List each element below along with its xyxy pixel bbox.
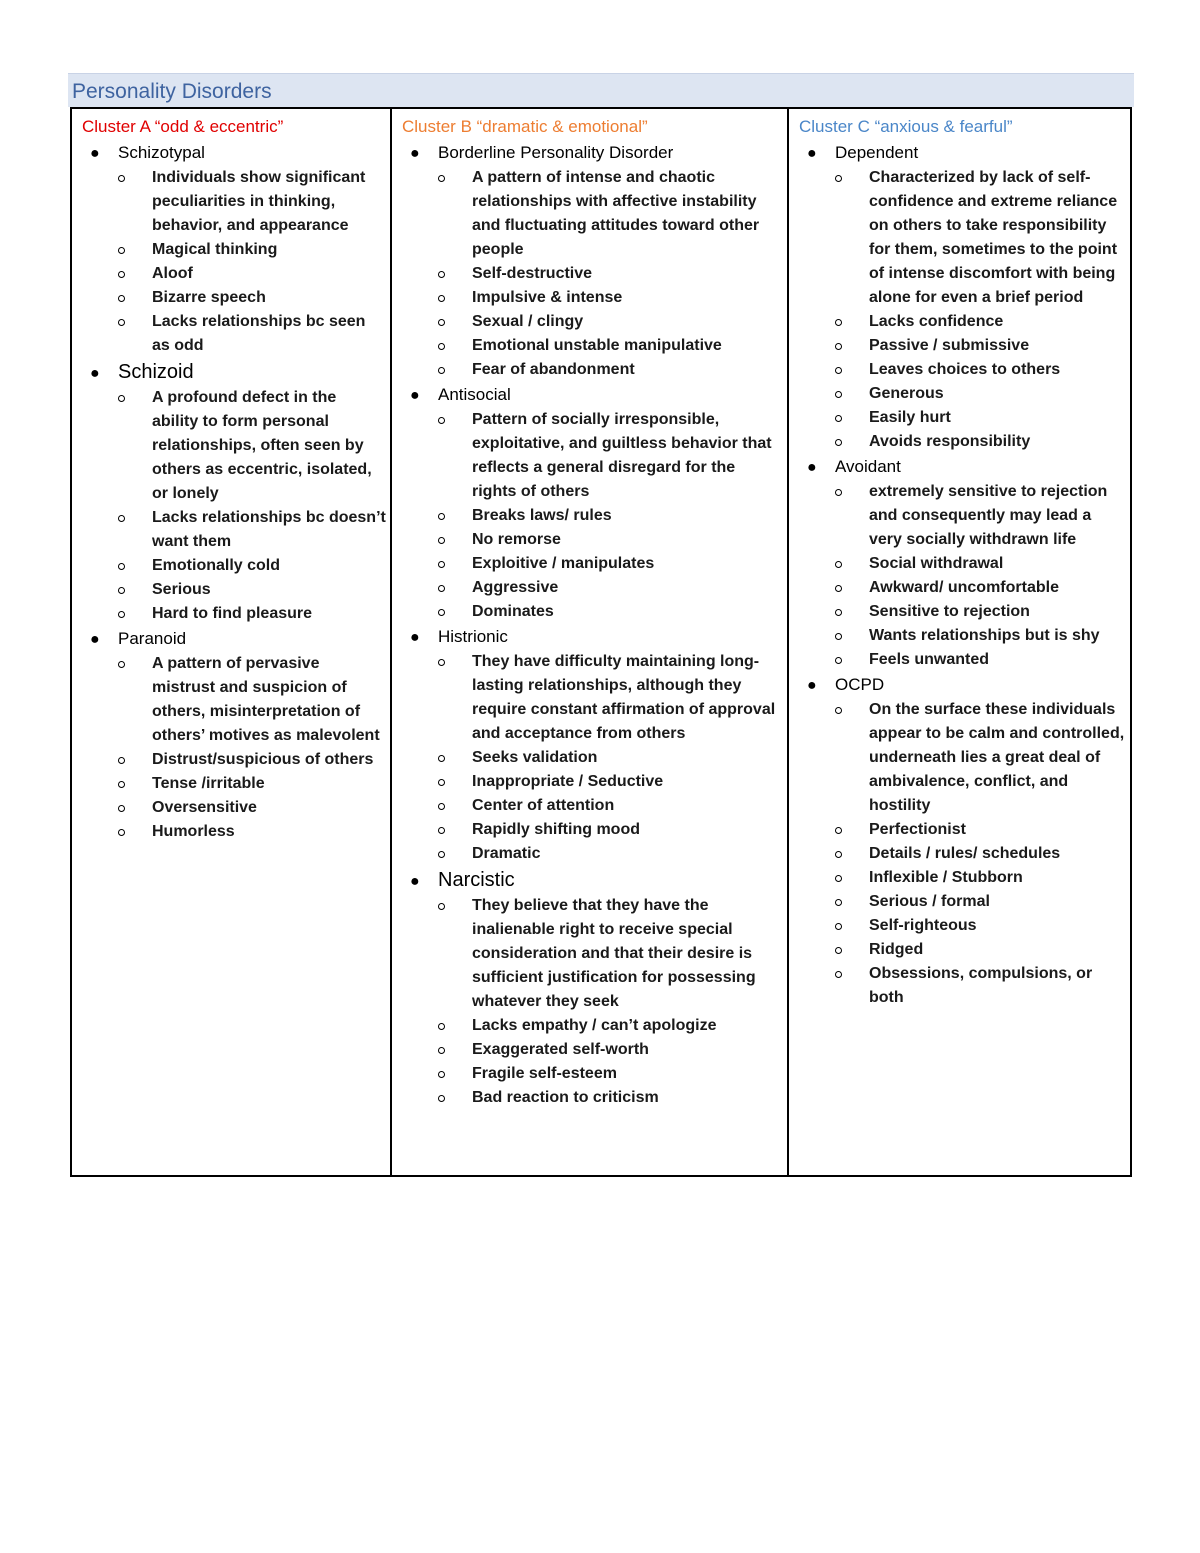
disorder-name: Schizotypal (118, 143, 205, 162)
feature-text: Dominates (472, 603, 554, 620)
bullet-icon: ● (410, 629, 420, 646)
feature-text: Ridged (869, 941, 924, 958)
circle-bullet-icon (835, 489, 842, 496)
circle-bullet-icon (835, 657, 842, 664)
circle-bullet-icon (438, 513, 445, 520)
feature-text: Perfectionist (869, 821, 966, 838)
disorder-item (799, 140, 1126, 454)
feature-item (472, 1014, 783, 1038)
circle-bullet-icon (438, 851, 445, 858)
feature-text: No remorse (472, 531, 561, 548)
feature-item (869, 938, 1126, 962)
bullet-icon: ● (90, 145, 100, 162)
circle-bullet-icon (835, 633, 842, 640)
feature-item (152, 166, 386, 238)
bullet-icon: ● (807, 459, 817, 476)
circle-bullet-icon (118, 319, 125, 326)
disorder-item (799, 672, 1126, 1010)
feature-text: Lacks empathy / can’t apologize (472, 1017, 717, 1034)
feature-text: Exaggerated self-worth (472, 1041, 649, 1058)
circle-bullet-icon (118, 271, 125, 278)
circle-bullet-icon (835, 561, 842, 568)
feature-item (152, 262, 386, 286)
circle-bullet-icon (835, 899, 842, 906)
feature-text: Serious / formal (869, 893, 990, 910)
feature-item (472, 408, 783, 504)
page-title: Personality Disorders (68, 73, 1134, 107)
clusters-table (70, 107, 1132, 1177)
disorder-item (402, 624, 783, 866)
feature-text: Feels unwanted (869, 651, 990, 668)
disorder-list (402, 140, 783, 1110)
feature-text: Emotional unstable manipulative (472, 337, 722, 354)
feature-item (869, 406, 1126, 430)
disorder-name: Antisocial (438, 385, 511, 404)
feature-text: extremely sensitive to rejection and consequently may lead a very socially withdrawn life (869, 483, 1108, 548)
feature-item (472, 842, 783, 866)
feature-list (402, 650, 783, 866)
circle-bullet-icon (118, 829, 125, 836)
circle-bullet-icon (118, 295, 125, 302)
disorder-item (82, 140, 386, 358)
feature-text: They have difficulty maintaining long-lasting relationships, although they require constant affirmation of approval and acceptance from others (472, 653, 776, 742)
feature-item (472, 286, 783, 310)
disorder-list (82, 140, 386, 844)
circle-bullet-icon (835, 319, 842, 326)
circle-bullet-icon (118, 175, 125, 182)
circle-bullet-icon (118, 805, 125, 812)
feature-item (152, 652, 386, 748)
feature-item (472, 746, 783, 770)
circle-bullet-icon (438, 271, 445, 278)
circle-bullet-icon (438, 609, 445, 616)
disorder-name: Narcistic (438, 869, 515, 891)
circle-bullet-icon (835, 827, 842, 834)
circle-bullet-icon (118, 661, 125, 668)
bullet-icon: ● (410, 387, 420, 404)
feature-list (82, 166, 386, 358)
circle-bullet-icon (438, 175, 445, 182)
circle-bullet-icon (835, 367, 842, 374)
feature-item (869, 358, 1126, 382)
feature-item (152, 602, 386, 626)
feature-item (472, 334, 783, 358)
feature-text: Serious (152, 581, 211, 598)
feature-item (472, 528, 783, 552)
feature-item (472, 552, 783, 576)
feature-item (152, 748, 386, 772)
feature-item (472, 600, 783, 624)
circle-bullet-icon (438, 659, 445, 666)
circle-bullet-icon (118, 757, 125, 764)
feature-item (869, 334, 1126, 358)
circle-bullet-icon (835, 609, 842, 616)
circle-bullet-icon (438, 1023, 445, 1030)
feature-text: Fragile self-esteem (472, 1065, 617, 1082)
feature-text: Tense /irritable (152, 775, 265, 792)
feature-item (869, 914, 1126, 938)
feature-text: A profound defect in the ability to form personal relationships, often seen by others as eccentric, isolated, or lonely (152, 389, 372, 502)
bullet-icon: ● (807, 145, 817, 162)
feature-item (152, 286, 386, 310)
feature-list (82, 652, 386, 844)
disorder-list (799, 140, 1126, 1010)
feature-list (402, 894, 783, 1110)
feature-text: Social withdrawal (869, 555, 1004, 572)
circle-bullet-icon (835, 439, 842, 446)
bullet-icon: ● (410, 873, 420, 890)
circle-bullet-icon (118, 395, 125, 402)
feature-item (869, 382, 1126, 406)
feature-text: Obsessions, compulsions, or both (869, 965, 1093, 1006)
feature-list (799, 698, 1126, 1010)
feature-text: Awkward/ uncomfortable (869, 579, 1059, 596)
circle-bullet-icon (118, 587, 125, 594)
circle-bullet-icon (118, 563, 125, 570)
feature-text: Self-destructive (472, 265, 593, 282)
feature-item (472, 576, 783, 600)
disorder-name: OCPD (835, 675, 885, 694)
feature-list (82, 386, 386, 626)
disorder-name: Histrionic (438, 627, 508, 646)
cluster-a-column (72, 109, 390, 1175)
feature-item (869, 842, 1126, 866)
feature-text: Leaves choices to others (869, 361, 1061, 378)
feature-text: On the surface these individuals appear to be calm and controlled, underneath lies a great deal of ambivalence, conflict, and hostility (869, 701, 1125, 814)
feature-text: Aggressive (472, 579, 559, 596)
circle-bullet-icon (835, 391, 842, 398)
circle-bullet-icon (438, 367, 445, 374)
disorder-name: Schizoid (118, 361, 194, 383)
feature-text: Bizarre speech (152, 289, 266, 306)
circle-bullet-icon (438, 343, 445, 350)
disorder-name: Paranoid (118, 629, 187, 648)
feature-item (869, 648, 1126, 672)
feature-text: Humorless (152, 823, 235, 840)
feature-text: Passive / submissive (869, 337, 1030, 354)
circle-bullet-icon (438, 417, 445, 424)
feature-item (869, 890, 1126, 914)
feature-list (402, 166, 783, 382)
feature-text: Pattern of socially irresponsible, exploitative, and guiltless behavior that reflects a general disregard for the rights of others (472, 411, 772, 500)
feature-item (869, 624, 1126, 648)
circle-bullet-icon (835, 707, 842, 714)
feature-item (472, 894, 783, 1014)
feature-item (152, 772, 386, 796)
feature-item (152, 386, 386, 506)
feature-item (869, 962, 1126, 1010)
feature-item (152, 554, 386, 578)
feature-item (472, 770, 783, 794)
circle-bullet-icon (438, 827, 445, 834)
feature-text: Inappropriate / Seductive (472, 773, 664, 790)
circle-bullet-icon (835, 851, 842, 858)
circle-bullet-icon (835, 971, 842, 978)
circle-bullet-icon (438, 1095, 445, 1102)
cluster-c-column (787, 109, 1130, 1175)
feature-item (472, 794, 783, 818)
feature-item (869, 818, 1126, 842)
circle-bullet-icon (438, 803, 445, 810)
circle-bullet-icon (438, 779, 445, 786)
circle-bullet-icon (835, 175, 842, 182)
feature-text: Lacks confidence (869, 313, 1004, 330)
feature-text: Exploitive / manipulates (472, 555, 655, 572)
disorder-item (82, 358, 386, 626)
disorder-item (402, 866, 783, 1110)
feature-text: Breaks laws/ rules (472, 507, 612, 524)
feature-item (472, 166, 783, 262)
circle-bullet-icon (438, 561, 445, 568)
feature-text: Sexual / clingy (472, 313, 584, 330)
feature-item (472, 1038, 783, 1062)
feature-text: Self-righteous (869, 917, 977, 934)
circle-bullet-icon (438, 295, 445, 302)
feature-item (472, 504, 783, 528)
bullet-icon: ● (90, 365, 100, 382)
feature-item (152, 796, 386, 820)
feature-item (472, 1062, 783, 1086)
bullet-icon: ● (90, 631, 100, 648)
feature-text: Center of attention (472, 797, 615, 814)
feature-list (402, 408, 783, 624)
feature-text: Lacks relationships bc seen as odd (152, 313, 366, 354)
feature-text: A pattern of intense and chaotic relationships with affective instability and fluctuating attitudes toward other people (472, 169, 760, 258)
feature-text: Bad reaction to criticism (472, 1089, 659, 1106)
feature-text: Fear of abandonment (472, 361, 635, 378)
feature-text: Sensitive to rejection (869, 603, 1030, 620)
circle-bullet-icon (835, 415, 842, 422)
circle-bullet-icon (438, 1047, 445, 1054)
disorder-item (799, 454, 1126, 672)
feature-text: Generous (869, 385, 944, 402)
circle-bullet-icon (438, 537, 445, 544)
feature-item (869, 480, 1126, 552)
feature-item (472, 358, 783, 382)
feature-text: Characterized by lack of self-confidence and extreme reliance on others to take responsibility for them, sometimes to the point of intense discomfort with being alone for even a brief period (869, 169, 1118, 306)
feature-item (869, 576, 1126, 600)
feature-item (869, 552, 1126, 576)
circle-bullet-icon (118, 611, 125, 618)
feature-item (472, 818, 783, 842)
cluster-heading: Cluster A “odd & eccentric” (82, 117, 284, 136)
disorder-item (402, 382, 783, 624)
feature-text: Oversensitive (152, 799, 257, 816)
bullet-icon: ● (807, 677, 817, 694)
circle-bullet-icon (438, 903, 445, 910)
disorder-name: Borderline Personality Disorder (438, 143, 674, 162)
feature-item (152, 310, 386, 358)
cluster-heading: Cluster B “dramatic & emotional” (402, 117, 648, 136)
disorder-item (402, 140, 783, 382)
feature-text: Dramatic (472, 845, 541, 862)
feature-text: Lacks relationships bc doesn’t want them (152, 509, 386, 550)
feature-text: Distrust/suspicious of others (152, 751, 374, 768)
feature-item (869, 698, 1126, 818)
circle-bullet-icon (835, 875, 842, 882)
circle-bullet-icon (835, 923, 842, 930)
feature-text: Emotionally cold (152, 557, 281, 574)
feature-item (472, 310, 783, 334)
disorder-item (82, 626, 386, 844)
feature-text: Magical thinking (152, 241, 278, 258)
feature-item (152, 238, 386, 262)
feature-item (869, 166, 1126, 310)
cluster-b-column (390, 109, 787, 1175)
feature-text: Hard to find pleasure (152, 605, 313, 622)
disorder-name: Dependent (835, 143, 919, 162)
feature-item (472, 1086, 783, 1110)
feature-item (472, 650, 783, 746)
feature-text: Avoids responsibility (869, 433, 1031, 450)
feature-item (869, 310, 1126, 334)
circle-bullet-icon (118, 247, 125, 254)
feature-item (869, 866, 1126, 890)
feature-text: Impulsive & intense (472, 289, 623, 306)
cluster-heading: Cluster C “anxious & fearful” (799, 117, 1013, 136)
feature-text: Details / rules/ schedules (869, 845, 1061, 862)
circle-bullet-icon (438, 1071, 445, 1078)
feature-text: Seeks validation (472, 749, 598, 766)
circle-bullet-icon (438, 319, 445, 326)
feature-item (869, 430, 1126, 454)
feature-text: Easily hurt (869, 409, 951, 426)
circle-bullet-icon (835, 947, 842, 954)
feature-text: Inflexible / Stubborn (869, 869, 1023, 886)
circle-bullet-icon (118, 781, 125, 788)
feature-item (869, 600, 1126, 624)
feature-item (152, 820, 386, 844)
disorder-name: Avoidant (835, 457, 901, 476)
circle-bullet-icon (835, 343, 842, 350)
feature-text: Individuals show significant peculiarities in thinking, behavior, and appearance (152, 169, 366, 234)
feature-item (472, 262, 783, 286)
feature-text: Rapidly shifting mood (472, 821, 640, 838)
feature-item (152, 506, 386, 554)
circle-bullet-icon (438, 755, 445, 762)
feature-list (799, 480, 1126, 672)
feature-text: They believe that they have the inalienable right to receive special consideration and that their desire is sufficient justification for possessing whatever they seek (472, 897, 756, 1010)
bullet-icon: ● (410, 145, 420, 162)
feature-text: A pattern of pervasive mistrust and suspicion of others, misinterpretation of others’ motives as malevolent (152, 655, 380, 744)
feature-text: Wants relationships but is shy (869, 627, 1100, 644)
feature-text: Aloof (152, 265, 193, 282)
circle-bullet-icon (835, 585, 842, 592)
feature-list (799, 166, 1126, 454)
feature-item (152, 578, 386, 602)
circle-bullet-icon (118, 515, 125, 522)
circle-bullet-icon (438, 585, 445, 592)
